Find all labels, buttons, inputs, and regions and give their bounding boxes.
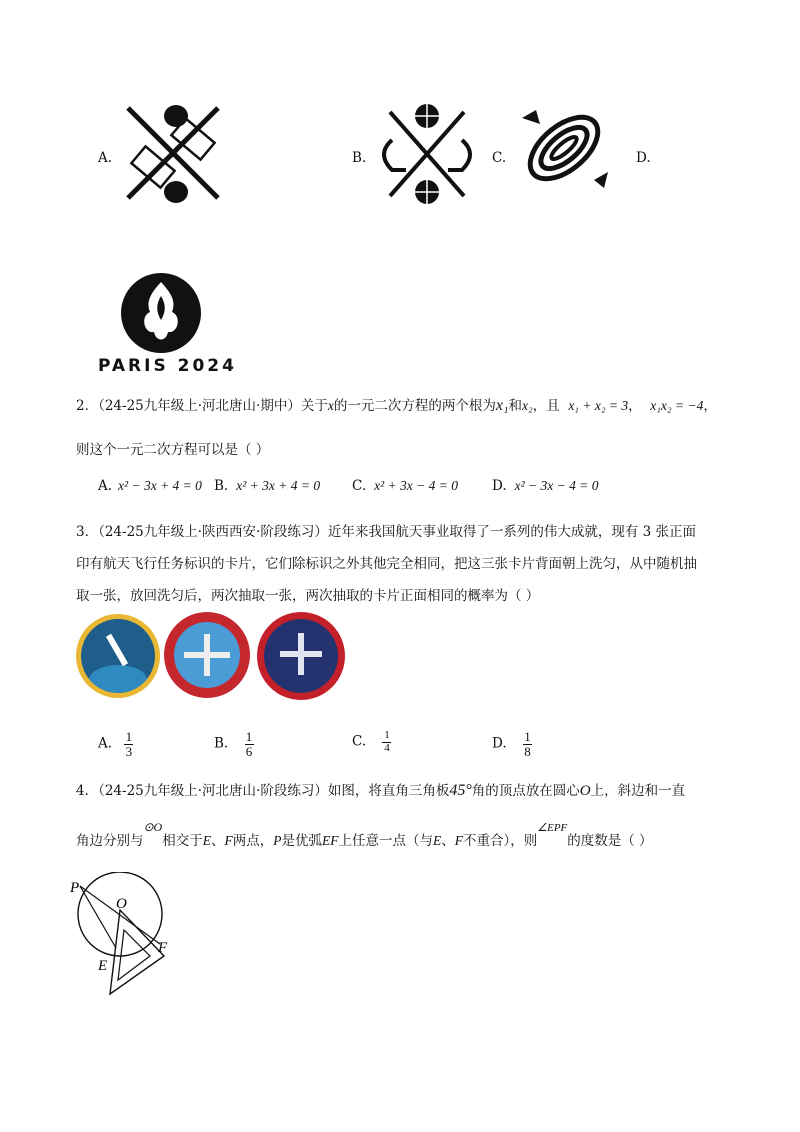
mission-badge-2 xyxy=(164,612,250,698)
q1-option-d-label: D. xyxy=(636,150,651,166)
q1-option-a-label: A. xyxy=(98,150,113,166)
mission-badge-3 xyxy=(257,612,345,700)
question-4-line2: 角边分别与⊙O相交于E、F两点，P是优弧EF上任意一点（与E、F不重合），则$^{\angle EPF}$的度数是（ ） xyxy=(76,820,653,849)
label-o: O xyxy=(116,896,127,912)
question-number: 4． xyxy=(76,783,99,799)
condition-product: x₁x₂ = −4 xyxy=(650,398,704,413)
q1-option-b-image xyxy=(372,100,482,210)
question-3-line2: 印有航天飞行任务标识的卡片，它们除标识之外其他完全相同，把这三张卡片背面朝上洗匀，从中随机抽 xyxy=(76,556,697,572)
q3-option-d[interactable]: D. $\frac{1}{8}$ xyxy=(492,729,531,759)
q3-option-b[interactable]: B. $\frac{1}{6}$ xyxy=(214,729,253,759)
label-f: F xyxy=(158,940,168,956)
question-number: 2． xyxy=(76,398,99,414)
question-source: （24-25九年级上·陕西西安·阶段练习） xyxy=(98,524,328,540)
mission-badge-1 xyxy=(76,614,160,698)
q1-option-b-label: B. xyxy=(352,150,367,166)
q2-option-c[interactable]: C. x² + 3x − 4 = 0 xyxy=(352,478,459,494)
condition-sum: x₁ + x₂ = 3 xyxy=(568,398,629,413)
label-e: E xyxy=(98,958,108,974)
question-3-line3: 取一张，放回洗匀后，两次抽取一张，两次抽取的卡片正面相同的概率为（ ） xyxy=(76,588,540,604)
q2-option-b[interactable]: B. x² + 3x + 4 = 0 xyxy=(214,478,321,494)
question-4-line1: 4．（24-25九年级上·河北唐山·阶段练习）如图，将直角三角板45°角的顶点放在圆心O上，斜边和一直 xyxy=(76,782,686,799)
set-square-inner xyxy=(118,930,150,980)
q4-geometry-figure xyxy=(66,872,186,1002)
question-source: （24-25九年级上·河北唐山·阶段练习） xyxy=(98,783,328,799)
q2-option-a[interactable]: A. x² − 3x + 4 = 0 xyxy=(98,478,202,494)
question-2-line2: 则这个一元二次方程可以是（ ） xyxy=(76,442,270,458)
question-2-stem: 2．（24-25九年级上·河北唐山·期中）关于x的一元二次方程的两个根为x₁和x₂，且 x₁ + x₂ = 3， x₁x₂ = −4， xyxy=(76,397,717,414)
paris-2024-logo-emblem xyxy=(120,272,202,354)
q1-option-a-image xyxy=(118,100,230,210)
label-p: P xyxy=(70,880,80,896)
question-source: （24-25九年级上·河北唐山·期中） xyxy=(98,398,301,414)
q1-option-c-label: C. xyxy=(492,150,507,166)
q3-option-a[interactable]: A. $\frac{1}{3}$ xyxy=(98,729,133,759)
question-number: 3． xyxy=(76,524,99,540)
q1-option-c-image xyxy=(514,100,614,196)
q3-option-c[interactable]: C. $\frac{1}{4}$ xyxy=(352,729,390,754)
question-3-line1: 3．（24-25九年级上·陕西西安·阶段练习）近年来我国航天事业取得了一系列的伟大成就，现有 3 张正面 xyxy=(76,524,697,540)
q2-option-d[interactable]: D. x² − 3x − 4 = 0 xyxy=(492,478,599,494)
paris-2024-logo-text: PARIS 2024 xyxy=(98,356,237,376)
